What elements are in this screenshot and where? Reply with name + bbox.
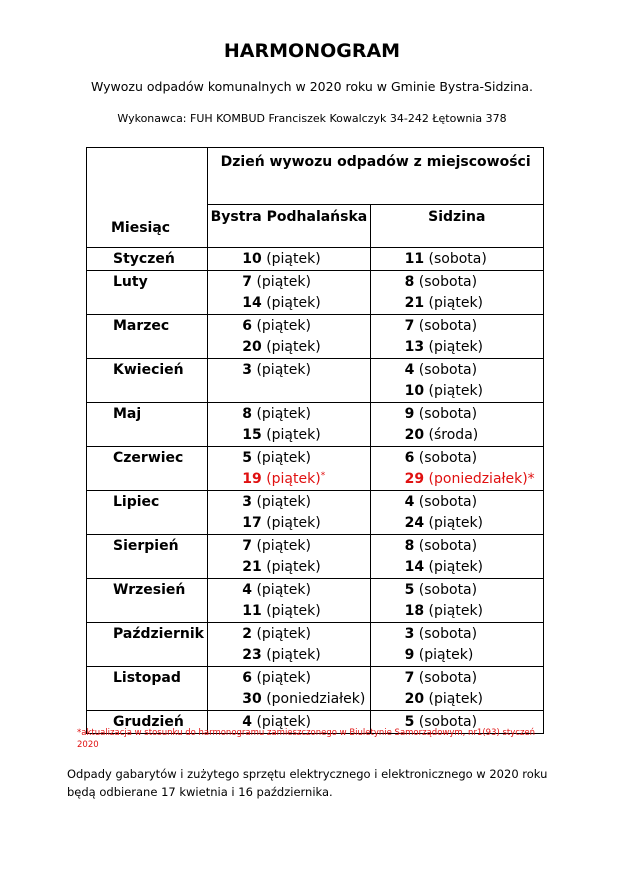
day-number: 20 — [242, 339, 262, 355]
bystra-dates-cell — [208, 248, 370, 271]
bystra-dates-cell — [208, 359, 370, 403]
pickup-date — [405, 448, 543, 469]
pickup-date — [405, 601, 543, 622]
pickup-date — [405, 492, 543, 513]
pickup-date — [242, 536, 369, 557]
day-number: 4 — [404, 494, 415, 510]
table-row — [87, 579, 544, 623]
pickup-date — [242, 249, 369, 270]
header-pickup-day: Dzień wywozu odpadów z miejscowości — [208, 148, 544, 205]
weekday: (piątek) — [256, 362, 311, 378]
month-cell: Wrzesień — [87, 579, 208, 623]
month-cell: Kwiecień — [87, 359, 208, 403]
day-number: 4 — [404, 362, 415, 378]
pickup-date — [405, 249, 543, 270]
day-number: 7 — [242, 538, 252, 554]
pickup-date — [242, 272, 369, 293]
day-number: 2 — [242, 626, 252, 642]
contractor-info: Wykonawca: FUH KOMBUD Franciszek Kowalczyk 34-242 Łętownia 378 — [117, 112, 507, 125]
pickup-date — [405, 337, 543, 358]
pickup-date — [242, 404, 369, 425]
bystra-dates-cell — [208, 271, 370, 315]
pickup-date — [405, 404, 543, 425]
pickup-date — [242, 557, 369, 578]
day-number: 5 — [404, 582, 415, 598]
month-cell: Grudzień — [87, 711, 208, 734]
pickup-date — [405, 469, 543, 490]
day-number: 9 — [404, 406, 415, 422]
weekday: (piątek) — [256, 318, 311, 334]
weekday: (piątek) — [266, 647, 321, 663]
weekday: (sobota) — [418, 626, 478, 642]
day-number: 9 — [404, 647, 415, 663]
day-number: 24 — [404, 515, 425, 531]
day-number: 5 — [404, 714, 415, 730]
header-bystra: Bystra Podhalańska — [208, 205, 370, 248]
update-marker: * — [320, 471, 326, 481]
day-number: 6 — [404, 450, 415, 466]
weekday: (piątek) — [256, 406, 311, 422]
pickup-date — [405, 381, 543, 402]
day-number: 3 — [242, 362, 252, 378]
weekday: (piątek) — [266, 559, 321, 575]
day-number: 8 — [404, 538, 415, 554]
sidzina-dates-cell — [370, 535, 543, 579]
day-number: 14 — [404, 559, 425, 575]
day-number: 6 — [242, 318, 252, 334]
weekday: (sobota) — [418, 538, 478, 554]
pickup-date — [405, 689, 543, 710]
month-cell: Marzec — [87, 315, 208, 359]
sidzina-dates-cell — [370, 359, 543, 403]
day-number: 29 — [404, 471, 425, 487]
weekday: (piątek) — [428, 691, 484, 707]
day-number: 4 — [242, 582, 252, 598]
table-row — [87, 447, 544, 491]
document-title: HARMONOGRAM — [223, 40, 401, 62]
weekday: (piątek) — [266, 339, 321, 355]
weekday: (piątek) — [418, 647, 474, 663]
weekday: (sobota) — [418, 582, 478, 598]
day-number: 21 — [242, 559, 262, 575]
table-row — [87, 491, 544, 535]
day-number: 17 — [242, 515, 262, 531]
day-number: 3 — [242, 494, 252, 510]
pickup-date — [405, 624, 543, 645]
day-number: 10 — [242, 251, 262, 267]
day-number: 11 — [242, 603, 262, 619]
schedule-table — [86, 147, 544, 734]
weekday: (piątek) — [256, 714, 311, 730]
weekday: (sobota) — [418, 670, 478, 686]
sidzina-dates-cell — [370, 248, 543, 271]
weekday: (środa) — [428, 427, 479, 443]
day-number: 20 — [404, 691, 425, 707]
pickup-date — [242, 337, 369, 358]
weekday: (piątek) — [266, 471, 321, 487]
pickup-date — [405, 536, 543, 557]
weekday: (piątek) — [256, 538, 311, 554]
table-row — [87, 248, 544, 271]
pickup-date — [405, 360, 543, 381]
weekday: (piątek) — [428, 339, 484, 355]
header-month: Miesiąc — [87, 148, 208, 248]
weekday: (sobota) — [418, 318, 478, 334]
table-row — [87, 623, 544, 667]
day-number: 8 — [242, 406, 252, 422]
sidzina-dates-cell — [370, 667, 543, 711]
weekday: (sobota) — [418, 406, 478, 422]
pickup-date — [242, 469, 369, 490]
table-row — [87, 535, 544, 579]
bystra-dates-cell — [208, 403, 370, 447]
pickup-date — [242, 668, 369, 689]
bulky-waste-note: Odpady gabarytów i zużytego sprzętu elektrycznego i elektronicznego w 2020 roku będą odbierane 17 kwietnia i 16 października. — [67, 767, 548, 799]
month-cell: Czerwiec — [87, 447, 208, 491]
sidzina-dates-cell — [370, 403, 543, 447]
pickup-date — [405, 293, 543, 314]
day-number: 30 — [242, 691, 262, 707]
weekday: (piątek) — [266, 295, 321, 311]
weekday: (piątek) — [256, 670, 311, 686]
pickup-date — [242, 316, 369, 337]
weekday: (piątek) — [266, 515, 321, 531]
month-cell: Listopad — [87, 667, 208, 711]
header-sidzina: Sidzina — [370, 205, 543, 248]
day-number: 15 — [242, 427, 262, 443]
weekday: (piątek) — [266, 251, 321, 267]
pickup-date — [405, 425, 543, 446]
day-number: 21 — [404, 295, 425, 311]
bystra-dates-cell — [208, 447, 370, 491]
weekday: (piątek) — [428, 559, 484, 575]
weekday: (piątek) — [428, 295, 484, 311]
table-row — [87, 315, 544, 359]
pickup-date — [242, 645, 369, 666]
weekday: (piątek) — [428, 383, 484, 399]
table-row — [87, 359, 544, 403]
pickup-date — [242, 492, 369, 513]
sidzina-dates-cell — [370, 579, 543, 623]
day-number: 6 — [242, 670, 252, 686]
document-subtitle: Wywozu odpadów komunalnych w 2020 roku w Gminie Bystra-Sidzina. — [91, 79, 533, 94]
month-cell: Maj — [87, 403, 208, 447]
day-number: 7 — [404, 670, 415, 686]
day-number: 4 — [242, 714, 252, 730]
bystra-dates-cell — [208, 315, 370, 359]
day-number: 23 — [242, 647, 262, 663]
sidzina-dates-cell — [370, 623, 543, 667]
day-number: 11 — [404, 251, 425, 267]
pickup-date — [242, 360, 369, 381]
month-cell: Styczeń — [87, 248, 208, 271]
pickup-date — [405, 557, 543, 578]
weekday: (sobota) — [428, 251, 487, 267]
pickup-date — [405, 272, 543, 293]
bystra-dates-cell — [208, 623, 370, 667]
day-number: 13 — [404, 339, 425, 355]
day-number: 19 — [242, 471, 262, 487]
month-cell: Luty — [87, 271, 208, 315]
table-row — [87, 403, 544, 447]
pickup-date — [405, 645, 543, 666]
day-number: 5 — [242, 450, 252, 466]
weekday: (sobota) — [418, 494, 478, 510]
bystra-dates-cell — [208, 491, 370, 535]
pickup-date — [405, 668, 543, 689]
month-cell: Lipiec — [87, 491, 208, 535]
weekday: (piątek) — [428, 603, 484, 619]
pickup-date — [405, 316, 543, 337]
day-number: 7 — [404, 318, 415, 334]
bystra-dates-cell — [208, 667, 370, 711]
bystra-dates-cell — [208, 535, 370, 579]
pickup-date — [242, 689, 369, 710]
weekday: (poniedziałek)* — [428, 471, 535, 487]
weekday: (piątek) — [266, 603, 321, 619]
day-number: 3 — [404, 626, 415, 642]
table-row — [87, 667, 544, 711]
day-number: 10 — [404, 383, 425, 399]
pickup-date — [405, 513, 543, 534]
sidzina-dates-cell — [370, 271, 543, 315]
sidzina-dates-cell — [370, 315, 543, 359]
pickup-date — [242, 293, 369, 314]
pickup-date — [242, 624, 369, 645]
weekday: (piątek) — [266, 427, 321, 443]
pickup-date — [242, 580, 369, 601]
day-number: 18 — [404, 603, 425, 619]
bystra-dates-cell — [208, 579, 370, 623]
sidzina-dates-cell — [370, 491, 543, 535]
weekday: (piątek) — [256, 626, 311, 642]
weekday: (poniedziałek) — [266, 691, 366, 707]
weekday: (piątek) — [256, 450, 311, 466]
day-number: 20 — [404, 427, 425, 443]
weekday: (sobota) — [418, 274, 478, 290]
pickup-date — [405, 580, 543, 601]
table-header-row — [87, 148, 544, 205]
day-number: 7 — [242, 274, 252, 290]
month-cell: Sierpień — [87, 535, 208, 579]
weekday: (sobota) — [418, 450, 478, 466]
pickup-date — [242, 425, 369, 446]
pickup-date — [242, 448, 369, 469]
sidzina-dates-cell — [370, 447, 543, 491]
weekday: (sobota) — [418, 714, 478, 730]
day-number: 14 — [242, 295, 262, 311]
month-cell: Październik — [87, 623, 208, 667]
day-number: 8 — [404, 274, 415, 290]
update-footnote: *aktualizacja w stosunku do harmonogramu zamieszczonego w Biuletynie Samorządowym, nr1(93) styczeń 2020 — [77, 728, 536, 750]
weekday: (piątek) — [256, 494, 311, 510]
weekday: (piątek) — [428, 515, 484, 531]
weekday: (sobota) — [418, 362, 478, 378]
pickup-date — [242, 601, 369, 622]
weekday: (piątek) — [256, 582, 311, 598]
pickup-date — [242, 513, 369, 534]
weekday: (piątek) — [256, 274, 311, 290]
table-row — [87, 271, 544, 315]
